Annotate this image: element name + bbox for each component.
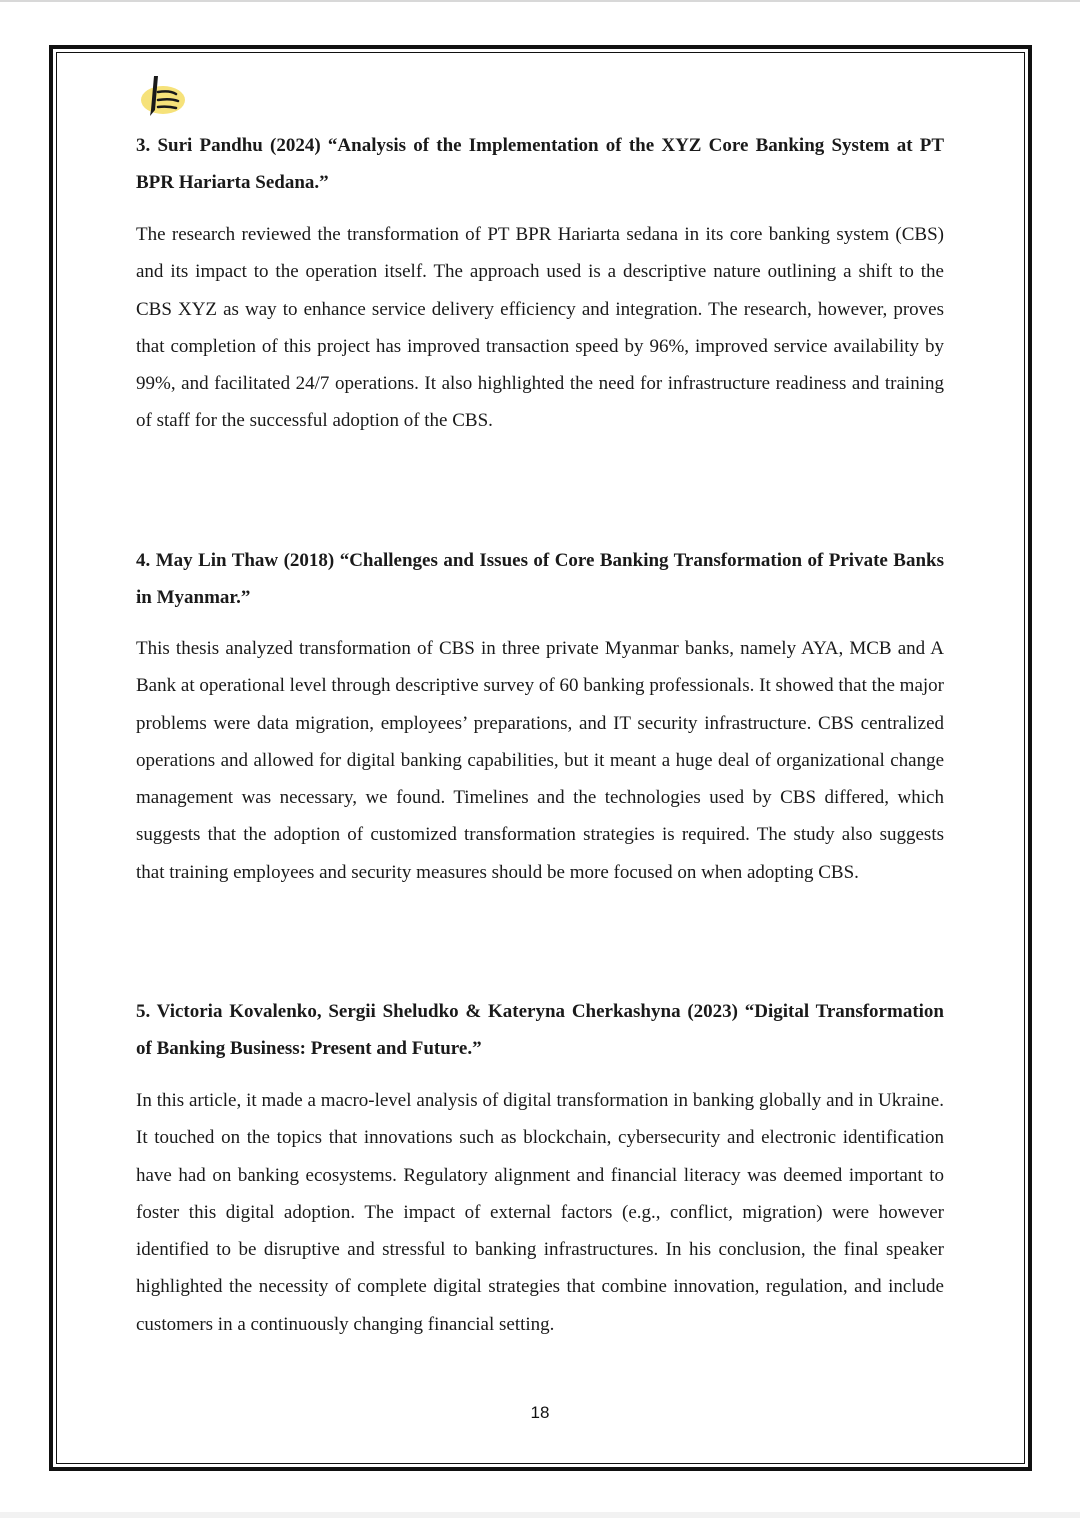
- section-5-body: In this article, it made a macro-level analysis of digital transformation in banking globally and in Ukraine. It touched on the topics that innovations such as blockchain, cybersecurity and electronic identification have had on banking ecosystems. Regulatory alignment and financial literacy was deemed important to foster this digital adoption. The impact of external factors (e.g., conflict, migration) were however identified to be disruptive and stressful to banking infrastructures. In his conclusion, the final speaker highlighted the necessity of complete digital strategies that combine innovation, regulation, and include customers in a continuously changing financial setting.: [136, 1090, 944, 1335]
- pen-writing-icon: [136, 70, 188, 118]
- section-5-heading: 5. Victoria Kovalenko, Sergii Sheludko & Kateryna Cherkashyna (2023) “Digital Transformation of Banking Business: Present and Future.”: [136, 1001, 944, 1059]
- scan-edge-bottom: [0, 1512, 1080, 1518]
- section-4-heading: 4. May Lin Thaw (2018) “Challenges and Issues of Core Banking Transformation of Private Banks in Myanmar.”: [136, 550, 944, 608]
- page-number: 18: [530, 1403, 550, 1422]
- section-3-body: The research reviewed the transformation of PT BPR Hariarta sedana in its core banking system (CBS) and its impact to the operation itself. The approach used is a descriptive nature outlining a shift to the CBS XYZ as way to enhance service delivery efficiency and integration. The research, however, proves that completion of this project has improved transaction speed by 96%, improved service availability by 99%, and facilitated 24/7 operations. It also highlighted the need for infrastructure readiness and training of staff for the successful adoption of the CBS.: [136, 224, 944, 432]
- section-4-body: This thesis analyzed transformation of CBS in three private Myanmar banks, namely AYA, MCB and A Bank at operational level through descriptive survey of 60 banking professionals. It showed that the major problems were data migration, employees’ preparations, and IT security infrastructure. CBS centralized operations and allowed for digital banking capabilities, but it meant a huge deal of organizational change management was necessary, we found. Timelines and the technologies used by CBS differed, which suggests that the adoption of customized transformation strategies is required. The study also suggests that training employees and security measures should be more focused on when adopting CBS.: [136, 638, 944, 883]
- section-3-heading: 3. Suri Pandhu (2024) “Analysis of the Implementation of the XYZ Core Banking System at PT BPR Hariarta Sedana.”: [136, 135, 944, 193]
- scan-edge-top: [0, 0, 1080, 2]
